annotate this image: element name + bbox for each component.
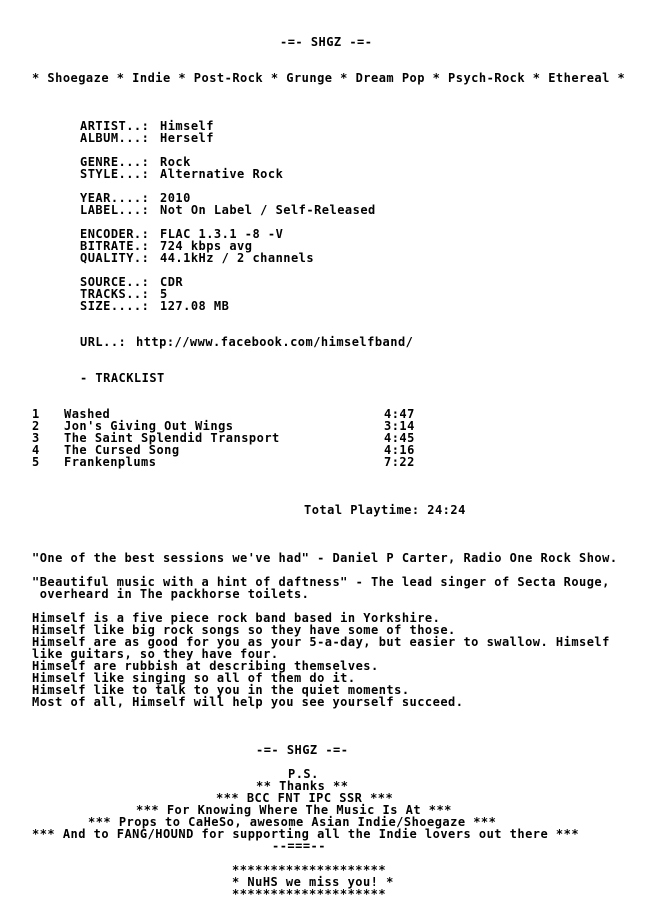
nuhs-box-text: * NuHS we miss you! *: [232, 875, 394, 889]
info-label-quality: QUALITY.:: [80, 251, 150, 265]
bio-line: Most of all, Himself will help you see yourself succeed.: [32, 695, 464, 709]
track-title: The Cursed Song: [64, 443, 180, 457]
info-value-source: CDR: [160, 275, 184, 289]
bio-line: Himself is a five piece rock band based in Yorkshire.: [32, 611, 441, 625]
info-label-size: SIZE....:: [80, 299, 150, 313]
thanks-line: *** And to FANG/HOUND for supporting all the Indie lovers out there ***: [32, 827, 580, 841]
track-number: 1: [32, 407, 40, 421]
tracklist-heading: - TRACKLIST: [80, 371, 165, 385]
track-duration: 7:22: [384, 455, 415, 469]
bio-line: Himself like to talk to you in the quiet moments.: [32, 683, 410, 697]
track-title: Jon's Giving Out Wings: [64, 419, 234, 433]
info-value-size: 127.08 MB: [160, 299, 230, 313]
info-label-artist: ARTIST..:: [80, 119, 150, 133]
track-duration: 4:45: [384, 431, 415, 445]
bio-line: Himself like big rock songs so they have some of those.: [32, 623, 456, 637]
header-title: -=- SHGZ -=-: [280, 35, 373, 49]
bio-line: Himself like singing so all of them do it.: [32, 671, 356, 685]
info-value-album: Herself: [160, 131, 214, 145]
footer-ps: P.S.: [288, 767, 319, 781]
track-duration: 4:47: [384, 407, 415, 421]
track-duration: 4:16: [384, 443, 415, 457]
info-label-style: STYLE...:: [80, 167, 150, 181]
nuhs-box-bottom: ********************: [232, 887, 387, 901]
info-label-source: SOURCE..:: [80, 275, 150, 289]
footer-title: -=- SHGZ -=-: [256, 743, 349, 757]
quote-line: overheard in The packhorse toilets.: [32, 587, 310, 601]
info-label-genre: GENRE...:: [80, 155, 150, 169]
track-number: 4: [32, 443, 40, 457]
info-value-genre: Rock: [160, 155, 191, 169]
track-duration: 3:14: [384, 419, 415, 433]
thanks-line: *** For Knowing Where The Music Is At ***: [136, 803, 452, 817]
info-label-album: ALBUM...:: [80, 131, 150, 145]
track-number: 2: [32, 419, 40, 433]
info-label-label: LABEL...:: [80, 203, 150, 217]
info-label-year: YEAR....:: [80, 191, 150, 205]
quote-line: "One of the best sessions we've had" - Daniel P Carter, Radio One Rock Show.: [32, 551, 618, 565]
quote-line: "Beautiful music with a hint of daftness" - The lead singer of Secta Rouge,: [32, 575, 610, 589]
bio-line: Himself are rubbish at describing themselves.: [32, 659, 379, 673]
info-value-tracks: 5: [160, 287, 168, 301]
footer-divider: --===--: [272, 839, 326, 853]
nuhs-box-top: ********************: [232, 863, 387, 877]
thanks-line: *** Props to CaHeSo, awesome Asian Indie/Shoegaze ***: [88, 815, 497, 829]
info-value-encoder: FLAC 1.3.1 -8 -V: [160, 227, 284, 241]
track-title: Washed: [64, 407, 111, 421]
track-title: The Saint Splendid Transport: [64, 431, 280, 445]
info-value-url: http://www.facebook.com/himselfband/: [136, 335, 414, 349]
track-number: 5: [32, 455, 40, 469]
info-label-tracks: TRACKS..:: [80, 287, 150, 301]
thanks-line: ** Thanks **: [256, 779, 349, 793]
info-label-bitrate: BITRATE.:: [80, 239, 150, 253]
info-label-url: URL..:: [80, 335, 127, 349]
genre-tags-line: * Shoegaze * Indie * Post-Rock * Grunge * Dream Pop * Psych-Rock * Ethereal *: [32, 71, 626, 85]
thanks-line: *** BCC FNT IPC SSR ***: [216, 791, 394, 805]
track-title: Frankenplums: [64, 455, 157, 469]
bio-line: like guitars, so they have four.: [32, 647, 279, 661]
track-number: 3: [32, 431, 40, 445]
info-value-bitrate: 724 kbps avg: [160, 239, 253, 253]
info-value-artist: Himself: [160, 119, 214, 133]
info-value-quality: 44.1kHz / 2 channels: [160, 251, 315, 265]
total-playtime: Total Playtime: 24:24: [304, 503, 466, 517]
bio-line: Himself are as good for you as your 5-a-day, but easier to swallow. Himself: [32, 635, 610, 649]
info-value-year: 2010: [160, 191, 191, 205]
info-label-encoder: ENCODER.:: [80, 227, 150, 241]
info-value-label: Not On Label / Self-Released: [160, 203, 376, 217]
info-value-style: Alternative Rock: [160, 167, 284, 181]
